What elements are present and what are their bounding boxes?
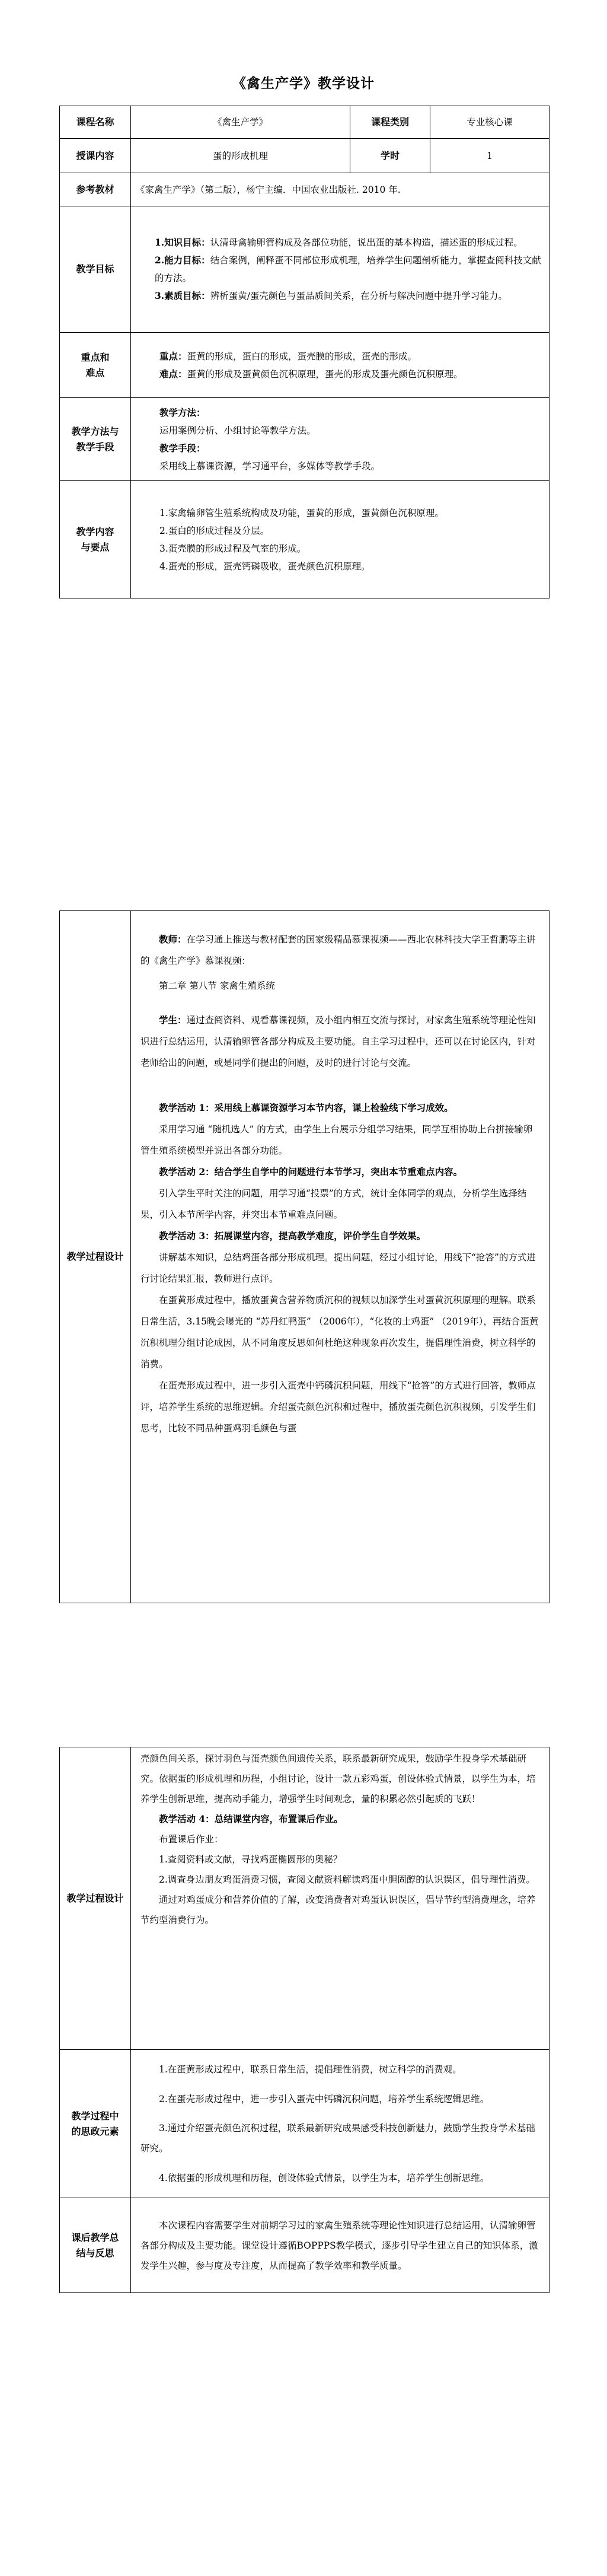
hours-label: 学时 <box>350 139 430 173</box>
process-label-cont: 教学过程设计 <box>60 1747 131 2050</box>
reflect-label-line1: 课后教学总 <box>71 2231 119 2243</box>
content-label <box>60 481 131 598</box>
summary-paragraph: 通过对鸡蛋成分和营养价值的了解，改变消费者对鸡蛋认识误区，倡导节约型消费理念，培养节约型消费行为。 <box>140 1894 536 1925</box>
keypoint-head: 重点： <box>159 350 187 362</box>
eggshell-cont-paragraph: 壳颜色间关系，探讨羽色与蛋壳颜色间遗传关系，联系最新研究成果，鼓励学生投身学术基础研究。依据蛋的形成机理和历程，小组讨论，设计一款五彩鸡蛋，创设体验式情景，以学生为本，培养学生创新思维，提高动手能力，增强学生时间观念，量的积累必然引起质的飞跃！ <box>140 1753 536 1804</box>
goal-text: 结合案例，阐释蛋不同部位形成机理，培养学生问题剖析能力，掌握查阅科技文献的方法。 <box>155 255 541 284</box>
process-cell-cont <box>131 1747 550 2050</box>
student-paragraph <box>140 1010 539 1074</box>
chapter: 第二章 第八节 家禽生殖系统 <box>159 980 275 991</box>
content-cell <box>131 481 550 598</box>
activity4-head: 教学活动 4：总结课堂内容，布置课后作业。 <box>159 1813 343 1824</box>
reflect-label <box>60 2198 131 2293</box>
activity2-head: 教学活动 2：结合学生自学中的问题进行本节学习，突出本节重难点内容。 <box>159 1166 463 1177</box>
methods-head: 教学方法： <box>159 406 206 418</box>
goals-cell <box>131 206 550 333</box>
homework-item: 1.查阅资料或文献，寻找鸡蛋椭圆形的奥秘？ <box>159 1854 343 1865</box>
textbook-label: 参考教材 <box>60 173 131 206</box>
means-text: 采用线上慕课资源，学习通平台，多媒体等教学手段。 <box>159 460 381 472</box>
course-name-label: 课程名称 <box>60 106 131 139</box>
textbook-value: 《家禽生产学》（第二版），杨宁主编．中国农业出版社. 2010 年. <box>131 173 550 206</box>
content-item: 1.家禽输卵管生殖系统构成及功能，蛋黄的形成，蛋黄颜色沉积原理。 <box>159 507 444 518</box>
ideology-item: 2.在蛋壳形成过程中，进一步引入蛋壳中钙磷沉积问题，培养学生系统逻辑思维。 <box>159 2093 490 2104</box>
course-type-label: 课程类别 <box>350 106 430 139</box>
goal-head: 2.能力目标： <box>155 254 210 266</box>
methods-text: 运用案例分析、小组讨论等教学方法。 <box>159 425 316 436</box>
goal-head: 3.素质目标： <box>155 290 210 301</box>
keypoints-cell <box>131 333 550 398</box>
eggshell-paragraph: 在蛋壳形成过程中，进一步引入蛋壳中钙磷沉积问题，用线下“抢答”的方式进行回答，教师点评，培养学生系统的思维逻辑。介绍蛋壳颜色沉积和过程中，播放蛋壳颜色沉积视频，引发学生们思考，比较不同品种蛋鸡羽毛颜色与蛋 <box>140 1380 536 1434</box>
reflect-text: 本次课程内容需要学生对前期学习过的家禽生殖系统等理论性知识进行总结运用，认清输卵管各部分构成及主要功能。课堂设计遵循BOPPPS教学模式，逐步引导学生建立自己的知识体系，激发学生兴趣，参与度及专注度，从而提高了教学效率和教学质量。 <box>140 2220 538 2271</box>
ideology-label-line1: 教学过程中 <box>71 2110 119 2122</box>
content-label-line2: 与要点 <box>81 541 110 553</box>
ideology-item: 1.在蛋黄形成过程中，联系日常生活，提倡理性消费，树立科学的消费观。 <box>159 2064 462 2075</box>
activity3-text: 讲解基本知识，总结鸡蛋各部分形成机理。提出问题，经过小组讨论，用线下“抢答”的方式进行讨论结果汇报，教师进行点评。 <box>140 1252 536 1284</box>
process-table-page2 <box>59 910 550 1603</box>
ideology-label <box>60 2050 131 2198</box>
methods-label <box>60 398 131 481</box>
keypoint-head: 难点： <box>159 368 187 380</box>
ideology-cell <box>131 2050 550 2198</box>
teacher-head: 教师： <box>159 934 187 945</box>
homework-item: 2.调查身边朋友鸡蛋消费习惯，查阅文献资料解读鸡蛋中胆固醇的认识误区，倡导理性消费。 <box>159 1874 535 1885</box>
keypoints-label-line2: 难点 <box>85 367 105 378</box>
content-item: 4.蛋壳的形成，蛋壳钙磷吸收，蛋壳颜色沉积原理。 <box>159 561 370 572</box>
page-title: 《禽生产学》教学设计 <box>232 75 375 91</box>
ideology-item: 3.通过介绍蛋壳颜色沉积过程，联系最新研究成果感受科技创新魅力，鼓励学生投身学术基础研究。 <box>140 2123 535 2154</box>
goal-item <box>155 251 542 287</box>
keypoints-label-line1: 重点和 <box>81 351 110 363</box>
student-text: 通过查阅资料、观看慕课视频，及小组内相互交流与探讨，对家禽生殖系统等理论性知识进行总结运用，认清输卵管各部分构成及主要功能。自主学习过程中，还可以在讨论区内，针对老师给出的问题，或是同学们提出的问题，及时的进行讨论与交流。 <box>140 1015 536 1068</box>
topic-value: 蛋的形成机理 <box>131 139 350 173</box>
goal-head: 1.知识目标： <box>155 237 210 248</box>
egg-yolk-paragraph: 在蛋黄形成过程中，播放蛋黄含营养物质沉积的视频以加深学生对蛋黄沉积原理的理解。联系日常生活，3.15晚会曝光的 “苏丹红鸭蛋” （2006年），“化妆的土鸡蛋” （2019年），再结合蛋黄沉积机理分组讨论成因，从不同角度反思如何杜绝这种现象再次发生，提倡理性消费，树立科学的消费。 <box>140 1295 539 1370</box>
content-item: 3.蛋壳膜的形成过程及气室的形成。 <box>159 543 306 554</box>
goals-label: 教学目标 <box>60 206 131 333</box>
teacher-text: 在学习通上推送与教材配套的国家级精品慕课视频——西北农林科技大学王哲鹏等主讲的《禽生产学》慕课视频： <box>140 934 536 966</box>
course-info-table <box>59 106 550 598</box>
keypoint-text: 蛋黄的形成及蛋黄颜色沉积原理，蛋壳的形成及蛋壳颜色沉积原理。 <box>187 368 463 380</box>
content-label-line1: 教学内容 <box>76 526 114 537</box>
activity2-text: 引入学生平时关注的问题，用学习通“投票”的方式，统计全体同学的观点，分析学生选择结果，引入本节所学内容，并突出本节重难点问题。 <box>140 1188 527 1220</box>
content-item: 2.蛋白的形成过程及分层。 <box>159 525 270 536</box>
keypoint-item <box>159 348 542 365</box>
goal-text: 认清母禽输卵管构成及各部位功能，说出蛋的基本构造，描述蛋的形成过程。 <box>210 237 523 248</box>
activity1-head: 教学活动 1：采用线上慕课资源学习本节内容，课上检验线下学习成效。 <box>159 1102 453 1113</box>
topic-label: 授课内容 <box>60 139 131 173</box>
methods-label-line1: 教学方法与 <box>71 425 119 437</box>
goal-item <box>155 234 542 251</box>
keypoint-text: 蛋黄的形成，蛋白的形成，蛋壳膜的形成，蛋壳的形成。 <box>187 351 417 362</box>
methods-label-line2: 教学手段 <box>76 441 114 453</box>
reflect-cell <box>131 2198 550 2293</box>
means-head: 教学手段： <box>159 442 206 454</box>
reflect-label-line2: 结与反思 <box>76 2247 114 2259</box>
course-type-value: 专业核心课 <box>430 106 550 139</box>
ideology-item: 4.依据蛋的形成机理和历程，创设体验式情景，以学生为本，培养学生创新思维。 <box>159 2172 490 2183</box>
process-cell <box>131 911 550 1603</box>
process-table-page3 <box>59 1747 550 2293</box>
course-name-value: 《禽生产学》 <box>131 106 350 139</box>
teacher-paragraph <box>140 929 539 972</box>
student-head: 学生： <box>159 1014 187 1026</box>
activity1-text: 采用学习通 “随机选人” 的方式，由学生上台展示分组学习结果，同学互相协助上台拼接输卵管生殖系统模型并说出各部分功能。 <box>140 1124 533 1156</box>
activity3-head: 教学活动 3：拓展课堂内容，提高教学难度，评价学生自学效果。 <box>159 1230 426 1241</box>
methods-cell <box>131 398 550 481</box>
goal-item <box>155 287 542 305</box>
goal-text: 辨析蛋黄/蛋壳颜色与蛋品质间关系，在分析与解决问题中提升学习能力。 <box>210 291 507 301</box>
keypoints-label <box>60 333 131 398</box>
hours-value: 1 <box>430 139 550 173</box>
homework-head: 布置课后作业： <box>159 1834 223 1845</box>
keypoint-item <box>159 365 542 383</box>
process-label: 教学过程设计 <box>60 911 131 1603</box>
ideology-label-line2: 的思政元素 <box>71 2125 119 2137</box>
